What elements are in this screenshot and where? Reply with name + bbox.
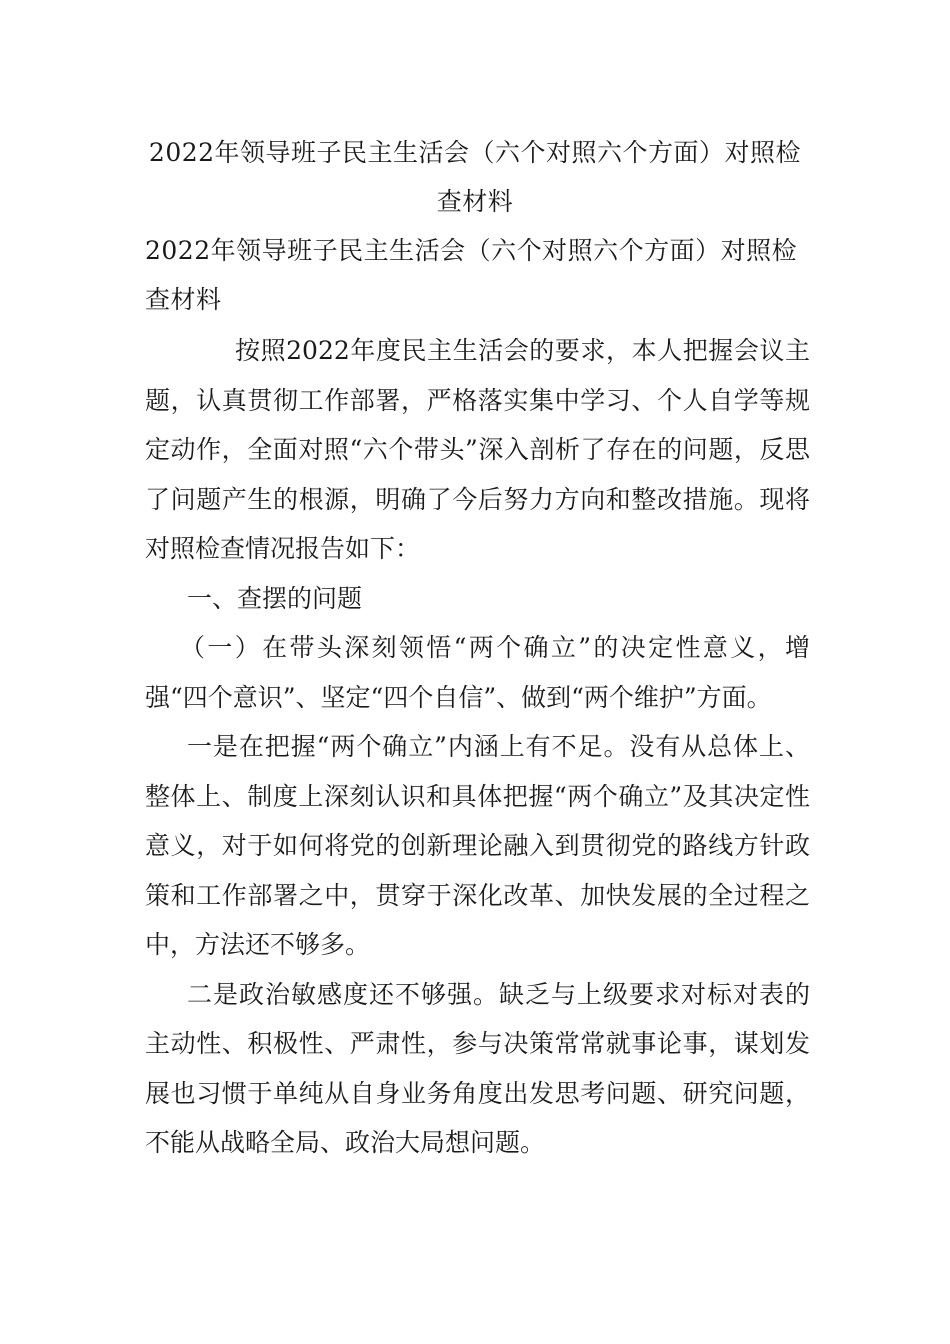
- document-title: 2022年领导班子民主生活会（六个对照六个方面）对照检查材料: [148, 138, 802, 216]
- subsection-heading: （一）在带头深刻领悟“两个确立”的决定性意义，增强“四个意识”、坚定“四个自信”、做到“两个维护”方面。: [145, 633, 810, 712]
- section-heading: 一、查摆的问题: [187, 583, 363, 613]
- document-body: [145, 326, 810, 1168]
- body-paragraph: 二是政治敏感度还不够强。缺乏与上级要求对标对表的主动性、积极性、严肃性，参与决策常常就事论事，谋划发展也习惯于单纯从自身业务角度出发思考问题、研究问题，不能从战略全局、政治大局想问题。: [145, 979, 810, 1157]
- document-subtitle: 2022年领导班子民主生活会（六个对照六个方面）对照检查材料: [145, 236, 798, 314]
- body-paragraph: 一是在把握“两个确立”内涵上有不足。没有从总体上、整体上、制度上深刻认识和具体把握“两个确立”及其决定性意义，对于如何将党的创新理论融入到贯彻党的路线方针政策和工作部署之中，贯穿于深化改革、加快发展的全过程之中，方法还不够多。: [145, 732, 810, 959]
- intro-paragraph: 按照2022年度民主生活会的要求，本人把握会议主题，认真贯彻工作部署，严格落实集中学习、个人自学等规定动作，全面对照“六个带头”深入剖析了存在的问题，反思了问题产生的根源，明确了今后努力方向和整改措施。现将对照检查情况报告如下：: [145, 336, 810, 563]
